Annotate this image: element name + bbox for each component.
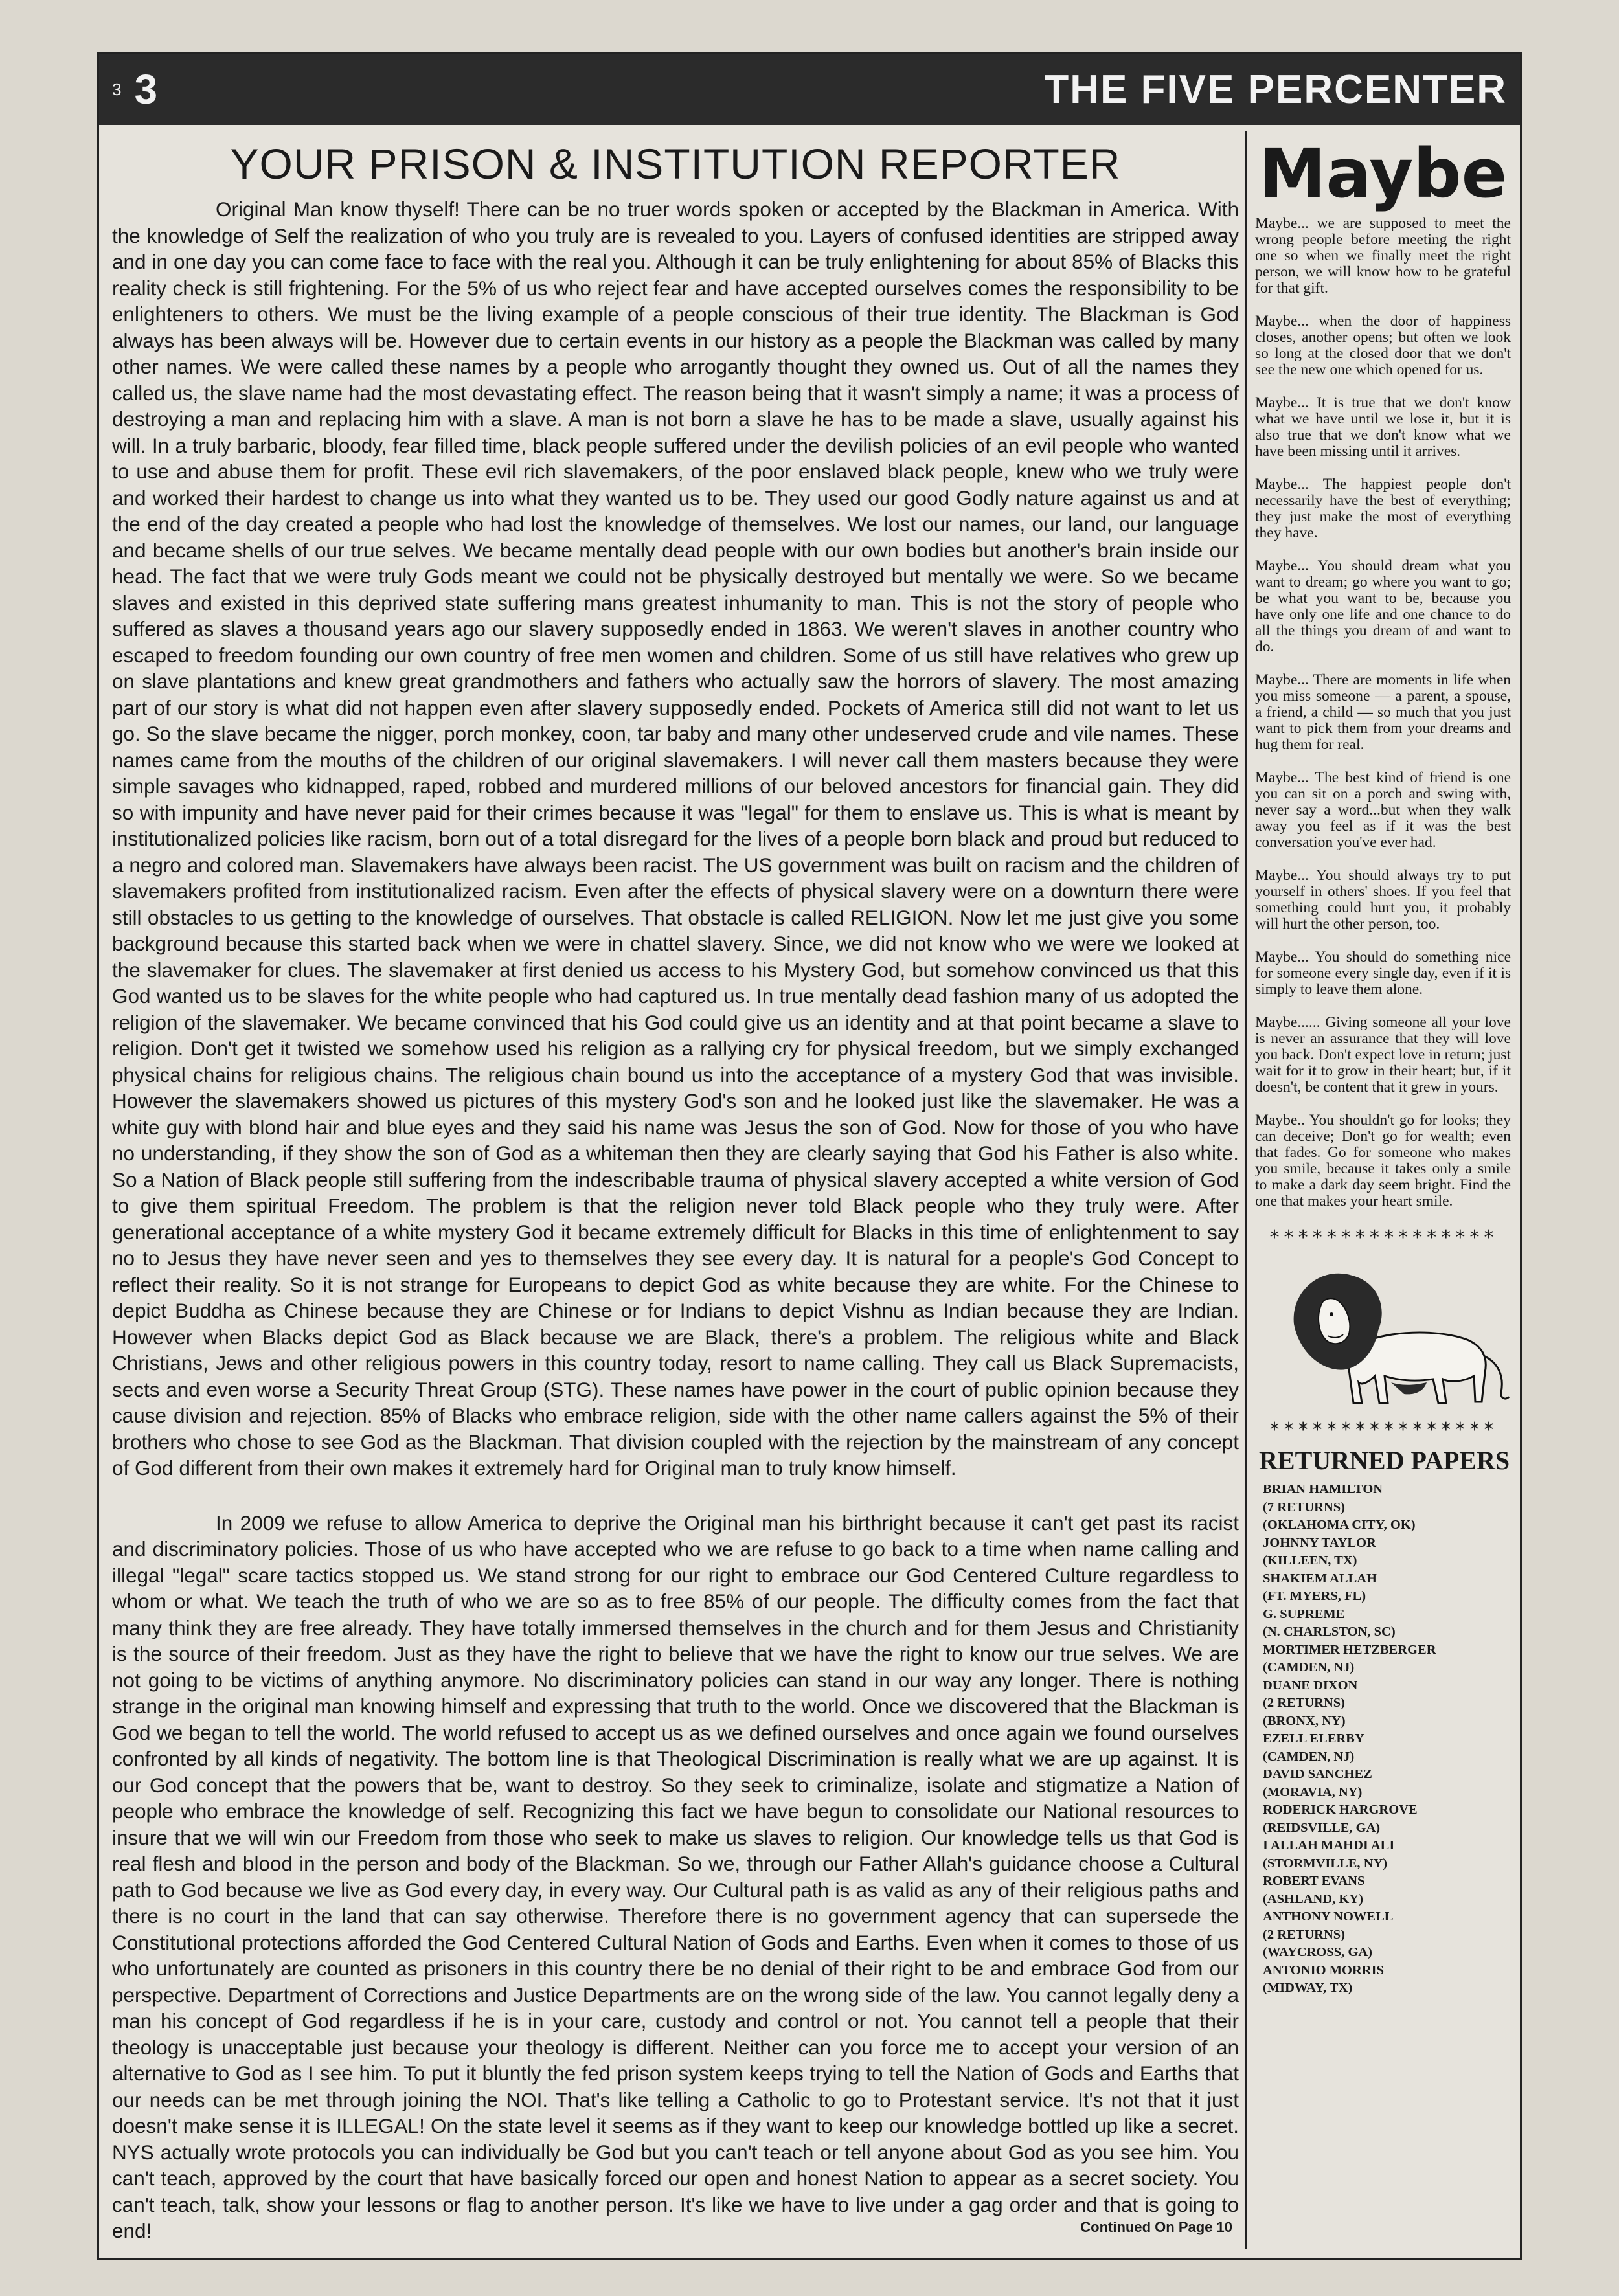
sidebar-title: Maybe xyxy=(1258,134,1508,213)
maybe-item: Maybe... You should always try to put yourself in others' shoes. If you feel that something could hurt you, it probably will hurt the other person, too. xyxy=(1255,867,1511,932)
returned-papers-entry: (2 RETURNS) xyxy=(1263,1696,1345,1710)
returned-papers-entry: ANTONIO MORRIS xyxy=(1263,1963,1384,1977)
returned-papers-entry: DUANE DIXON xyxy=(1263,1678,1358,1693)
maybe-item: Maybe... The best kind of friend is one you can sit on a porch and swing with, never say a word...but when they walk away you feel as if it was the best conversation you've ever had. xyxy=(1255,769,1511,851)
returned-papers-entry: (REIDSVILLE, GA) xyxy=(1263,1820,1381,1835)
page-number: 3 xyxy=(134,66,158,113)
lion-icon xyxy=(1255,1253,1511,1415)
maybe-item: Maybe... when the door of happiness closes, another opens; but often we look so long at the closed door that we don't see the new one which opened for us. xyxy=(1255,313,1511,378)
returned-papers-entry: SHAKIEM ALLAH xyxy=(1263,1571,1377,1586)
returned-papers-entry: (7 RETURNS) xyxy=(1263,1500,1345,1514)
page-number-group xyxy=(112,65,157,113)
newspaper-page xyxy=(97,52,1522,2260)
maybe-sidebar xyxy=(1255,131,1511,2249)
returned-papers-entry: BRIAN HAMILTON xyxy=(1263,1482,1383,1496)
returned-papers-entry: I ALLAH MAHDI ALI xyxy=(1263,1838,1395,1852)
maybe-item: Maybe... The happiest people don't necessarily have the best of everything; they just make the most of everything they have. xyxy=(1255,476,1511,541)
returned-papers-entry: MORTIMER HETZBERGER xyxy=(1263,1642,1436,1657)
returned-papers-entry: JOHNNY TAYLOR xyxy=(1263,1535,1376,1550)
returned-papers-entry: G. SUPREME xyxy=(1263,1606,1345,1621)
returned-papers-entry: (CAMDEN, NJ) xyxy=(1263,1749,1355,1764)
returned-papers-heading: RETURNED PAPERS xyxy=(1259,1446,1510,1475)
maybe-item: Maybe... You should dream what you want to dream; go where you want to go; be what you want to be, because you have only one life and one chance to do all the things you dream of and want to do. xyxy=(1255,557,1511,655)
returned-papers-entry: (2 RETURNS) xyxy=(1263,1927,1345,1942)
main-article-column xyxy=(112,131,1239,2249)
maybe-item: Maybe... There are moments in life when you miss someone — a parent, a spouse, a friend, a child — so much that you just want to pick them from your dreams and hug them for real. xyxy=(1255,671,1511,753)
maybe-item: Maybe... You should do something nice for someone every single day, even if it is simply to leave them alone. xyxy=(1255,949,1511,998)
returned-papers-entry: EZELL ELERBY xyxy=(1263,1731,1364,1746)
continued-note: Continued On Page 10 xyxy=(1080,2219,1232,2235)
maybe-item: Maybe... It is true that we don't know what we have until we lose it, but it is also true that we don't know what we have been missing until it arrives. xyxy=(1255,394,1511,460)
maybe-item: Maybe... we are supposed to meet the wrong people before meeting the right one so when we finally meet the right person, we will know how to be grateful for that gift. xyxy=(1255,215,1511,297)
returned-papers-entry: (BRONX, NY) xyxy=(1263,1713,1346,1728)
star-divider: **************** xyxy=(1269,1226,1497,1249)
article-body xyxy=(112,196,1239,2244)
returned-papers-entry: (KILLEEN, TX) xyxy=(1263,1553,1357,1568)
returned-papers-entry: (WAYCROSS, GA) xyxy=(1263,1945,1372,1959)
star-divider: **************** xyxy=(1269,1419,1497,1441)
returned-papers-entry: (ASHLAND, KY) xyxy=(1263,1891,1363,1906)
returned-papers-entry: ROBERT EVANS xyxy=(1263,1874,1365,1888)
returned-papers-entry: (FT. MYERS, FL) xyxy=(1263,1589,1366,1603)
column-divider xyxy=(1245,131,1247,2249)
newspaper-name: THE FIVE PERCENTER xyxy=(1044,67,1507,112)
returned-papers-entry: RODERICK HARGROVE xyxy=(1263,1803,1418,1817)
maybe-item: Maybe...... Giving someone all your love is never an assurance that they will love you back. Don't expect love in return; just wait for it to grow in their heart; but, if it doesn't, be content that it grew in yours. xyxy=(1255,1014,1511,1096)
article-title: YOUR PRISON & INSTITUTION REPORTER xyxy=(230,140,1121,188)
returned-papers-list xyxy=(1263,1481,1511,1998)
returned-papers-entry: (MORAVIA, NY) xyxy=(1263,1784,1363,1799)
returned-papers-entry: ANTHONY NOWELL xyxy=(1263,1909,1394,1924)
returned-papers-entry: (STORMVILLE, NY) xyxy=(1263,1856,1388,1871)
returned-papers-entry: (CAMDEN, NJ) xyxy=(1263,1660,1355,1674)
returned-papers-entry: DAVID SANCHEZ xyxy=(1263,1767,1372,1781)
maybe-item: Maybe.. You shouldn't go for looks; they can deceive; Don't go for wealth; even that fades. Go for someone who makes you smile, because it takes only a smile to make a dark day seem bright. Find the one that makes your heart smile. xyxy=(1255,1112,1511,1210)
article-paragraph: In 2009 we refuse to allow America to deprive the Original man his birthright because it can't get past its racist and discriminatory policies. Those of us who have accepted who we are refuse to go back to a time when name calling and illegal "legal" scare tactics stopped us. We stand strong for our right to embrace our God Centered Culture regardless to whom or what. We teach the truth of who we are so as to free 85% of our people. The difficulty comes from the fact that many think they are free already. They have totally immersed themselves in the church and for them Jesus and Christianity is the source of their freedom. Just as they have the right to believe that we have the right to know our true selves. We are not going to be victims of anything anymore. No discriminatory policies can stand in our way any longer. There is nothing strange in the original man knowing himself and expressing that truth to the world. Once we discovered that the Blackman is God we began to tell the world. The world refused to accept us as we defined ourselves and once again we found ourselves confronted by all kinds of negativity. The bottom line is that Theological Discrimination is really what we are up against. It is our God concept that the powers that be, want to destroy. So they seek to criminalize, isolate and stigmatize a Nation of people who embrace the knowledge of self. Recognizing this fact we have begun to consolidate our National resources to insure that we will win our Freedom from those who seek to make us slaves to religion. Our knowledge tells us that God is real flesh and blood in the person and body of the Blackman. So we, through our Father Allah's guidance choose a Cultural path to God because we live as God every day, in every way. Our Cultural path is as valid as any of their religious paths and there is no court in the land that can say otherwise. Therefore there is no government agency that can supersede the Constitutional protections afforded the God Centered Cultural Nation of Gods and Earths. Even when it comes to those of us who unfortunately are counted as prisoners in this country there be no denial of their right to be and embrace God from our perspective. Department of Corrections and Justice Departments are on the wrong side of the law. You cannot legally deny a man his concept of God regardless if he is in your care, custody and control or not. You cannot tell a people that their theology is unacceptable just because your theology is different. Neither can you force me to accept your version of an alternative to God as I see him. To put it bluntly the fed prison system keeps trying to tell the Nation of Gods and Earths that our needs can be met through joining the NOI. That's like telling a Catholic to go to Protestant service. It's not that it just doesn't make sense it is ILLEGAL! On the state level it seems as if they want to keep our knowledge bottled up like a secret. NYS actually wrote protocols you can individually be God but you can't teach or tell anyone about God as you see him. You can't teach, approved by the court that have basically forced our open and honest Nation to appear as a secret society. You can't teach, talk, show your lessons or flag to another person. It's like we have to live under a gag order and that is going to end! xyxy=(112,1511,1239,2242)
article-paragraph: Original Man know thyself! There can be no truer words spoken or accepted by the Blackman in America. With the knowledge of Self the realization of who you truly are is revealed to you. Layers of confused identities are stripped away and in one day you can come face to face with the real you. Although it can be truly enlightening for about 85% of Blacks this reality check is still frightening. For the 5% of us who reject fear and have accepted ourselves comes the responsibility to be enlighteners to others. We must be the living example of a people conscious of their true identity. The Blackman is God always has been always will be. However due to certain events in our history as a people the Blackman was called by many other names. We were called these names by a people who arrogantly thought they owned us. Out of all the names they called us, the slave name had the most devastating effect. The reason being that it wasn't simply a name; it was a process of destroying a man and replacing him with a slave. A man is not born a slave he has to be made a slave, usually against his will. In a truly barbaric, bloody, fear filled time, black people suffered under the devilish policies of an evil people who wanted to use and abuse them for profit. These evil rich slavemakers, of the poor enslaved black people, knew who we truly were and worked their hardest to change us into what they wanted us to be. They used our good Godly nature against us and at the end of the day created a people who had lost the knowledge of themselves. We lost our names, our land, our language and became shells of our true selves. We became mentally dead people with our own bodies but another's brain inside our head. The fact that we were truly Gods meant we could not be physically destroyed but mentally we were. So we became slaves and existed in this deprived state suffering mans greatest inhumanity to man. This is not the story of people who suffered as slaves a thousand years ago our slavery supposedly ended in 1863. We weren't slaves in another country who escaped to freedom founding our own country of free men women and children. Some of us still have relatives who grew up on slave plantations and knew great grandmothers and fathers who actually saw the horrors of slavery. The most amazing part of our story is what did not happen even after slavery supposedly ended. Pockets of America still did not want to let us go. So the slave became the nigger, porch monkey, coon, tar baby and many other undeserved crude and vile names. These names came from the mouths of the children of our original slavemakers. I will never call them masters because they were simple savages who kidnapped, raped, robbed and murdered millions of our beloved ancestors for financial gain. They did so with impunity and have never paid for their crimes because it was "legal" for them to enslave us. This is what is meant by institutionalized policies like racism, born out of a total disregard for the lives of a people born black and proud but reduced to a negro and colored man. Slavemakers have always been racist. The US government was built on racism and the children of slavemakers profited from institutionalized racism. Even after the effects of physical slavery were on a downturn there were still obstacles to us getting to the knowledge of ourselves. That obstacle is called RELIGION. Now let me just give you some background because this started back when we were in chattel slavery. Since, we did not know who we were we looked at the slavemaker for clues. The slavemaker at first denied us access to his Mystery God, but somehow convinced us that this God wanted us to be slaves for the white people who had captured us. In true mentally dead fashion many of us adopted the religion of the slavemaker. We became convinced that his God could give us an identity and at that point became a slave to religion. Don't get it twisted we somehow used his religion as a rallying cry for physical freedom, but we simply exchanged physical chains for religious chains. The religious chain bound us into the acceptance of a mystery God that was invisible. However the slavemakers showed us pictures of this mystery God's son and he looked just like the slavemaker. He was a white guy with blond hair and blue eyes and they said his name was Jesus the son of God. Now for those of you who have no understanding, if they show the son of God as a whiteman then they are clearly saying that God his Father is also white. So a Nation of Black people still suffering from the indescribable trauma of physical slavery accepted a white version of God to give them spiritual Freedom. The problem is that the religion never told Black people who they truly were. After generational acceptance of a white mystery God it became extremely difficult for Blacks in this time of enlightenment to say no to Jesus they have never seen and yes to themselves they see every day. It is natural for a people's God Concept to reflect their reality. So it is not strange for Europeans to depict God as white because they are white. For the Chinese to depict Buddha as Chinese because they are Chinese or for Indians to depict Vishnu as Indian because they are Indian. However when Blacks depict God as Black because we are Black, there's a problem. The religious white and Black Christians, Jews and other religious powers in this country today, resort to name calling. They call us Black Supremacists, sects and even worse a Security Threat Group (STG). These names have power in the court of public opinion because they cause division and rejection. 85% of Blacks who embrace religion, side with the other name callers against the 5% of their brothers who chose to see God as the Blackman. That division coupled with the rejection by the mainstream of any concept of God different from their own makes it extremely hard for Original man to truly know himself. xyxy=(112,197,1239,1480)
returned-papers-entry: (OKLAHOMA CITY, OK) xyxy=(1263,1518,1416,1532)
masthead xyxy=(99,54,1520,125)
returned-papers-entry: (MIDWAY, TX) xyxy=(1263,1981,1353,1995)
page-number-small: 3 xyxy=(112,79,122,99)
returned-papers-entry: (N. CHARLSTON, SC) xyxy=(1263,1625,1396,1639)
